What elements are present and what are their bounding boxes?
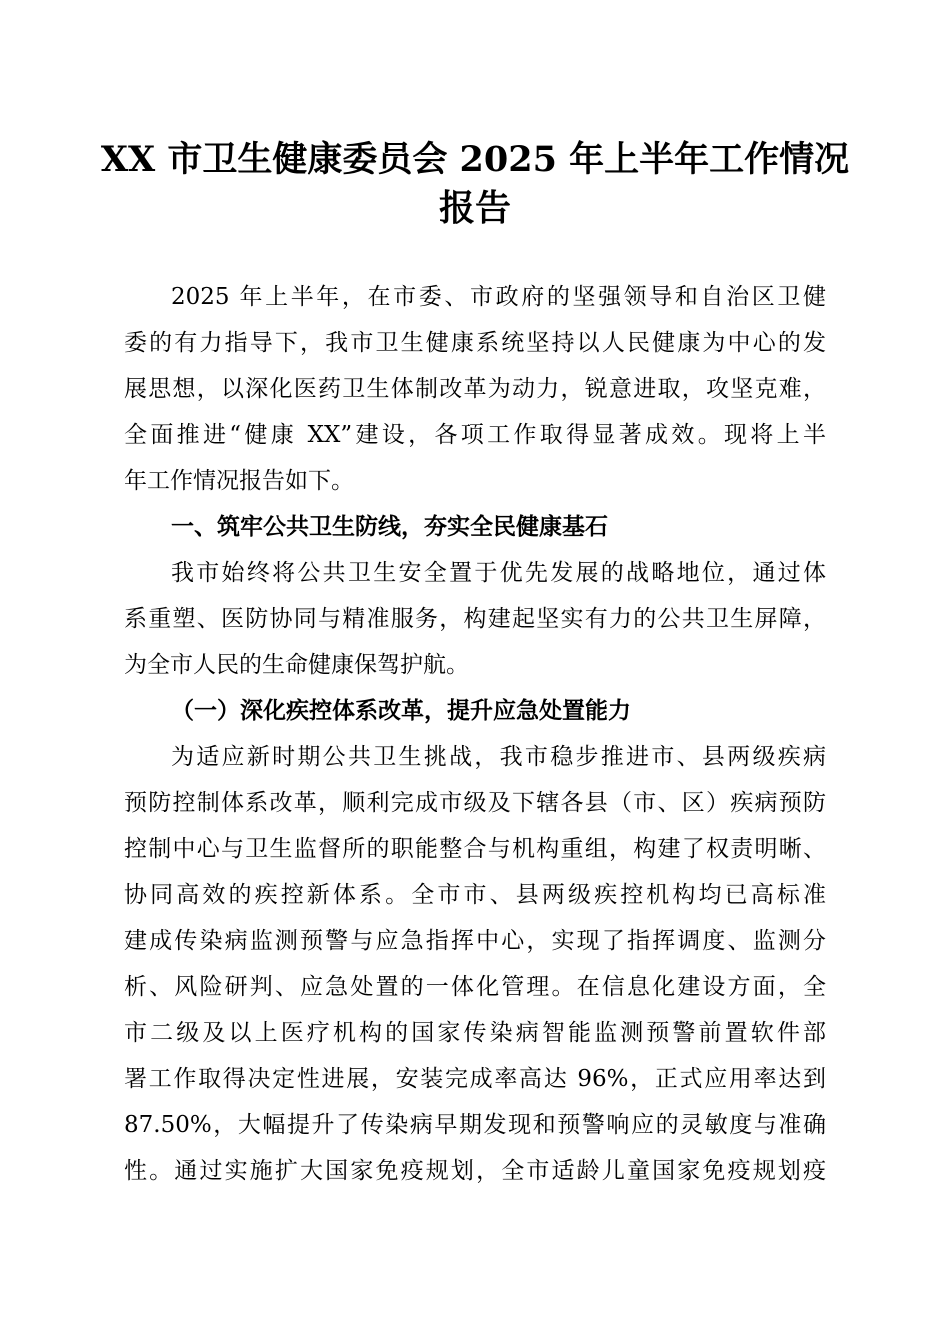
body-line: 我市始终将公共卫生安全置于优先发展的战略地位，通过体 bbox=[171, 560, 826, 586]
document-title-line-2: 报告 bbox=[438, 187, 511, 229]
body-line: 市二级及以上医疗机构的国家传染病智能监测预警前置软件部 bbox=[124, 1020, 826, 1046]
body-line: 控制中心与卫生监督所的职能整合与机构重组，构建了权责明晰、 bbox=[124, 836, 826, 862]
document-title-line-1: XX 市卫生健康委员会 2025 年上半年工作情况 bbox=[100, 139, 850, 180]
body-line: 署工作取得决定性进展，安装完成率高达 96%，正式应用率达到 bbox=[124, 1066, 826, 1092]
subsection-heading: （一）深化疾控体系改革，提升应急处置能力 bbox=[171, 697, 631, 724]
body-line: 析、风险研判、应急处置的一体化管理。在信息化建设方面，全 bbox=[124, 974, 826, 1000]
body-line: 2025 年上半年，在市委、市政府的坚强领导和自治区卫健 bbox=[171, 284, 826, 310]
body-line: 预防控制体系改革，顺利完成市级及下辖各县（市、区）疾病预防 bbox=[124, 790, 826, 816]
body-line: 协同高效的疾控新体系。全市市、县两级疾控机构均已高标准 bbox=[124, 882, 826, 908]
body-line: 展思想，以深化医药卫生体制改革为动力，锐意进取，攻坚克难， bbox=[124, 376, 826, 402]
section-heading: 一、筑牢公共卫生防线，夯实全民健康基石 bbox=[171, 514, 608, 540]
body-line: 全面推进“健康 XX”建设，各项工作取得显著成效。现将上半 bbox=[124, 422, 826, 448]
body-line: 为全市人民的生命健康保驾护航。 bbox=[124, 652, 469, 678]
body-line: 年工作情况报告如下。 bbox=[124, 468, 354, 494]
body-line: 建成传染病监测预警与应急指挥中心，实现了指挥调度、监测分 bbox=[124, 928, 826, 954]
body-line: 为适应新时期公共卫生挑战，我市稳步推进市、县两级疾病 bbox=[171, 744, 826, 770]
body-line: 系重塑、医防协同与精准服务，构建起坚实有力的公共卫生屏障， bbox=[124, 606, 826, 632]
body-line: 委的有力指导下，我市卫生健康系统坚持以人民健康为中心的发 bbox=[124, 330, 826, 356]
body-line: 性。通过实施扩大国家免疫规划，全市适龄儿童国家免疫规划疫 bbox=[124, 1158, 826, 1184]
body-line: 87.50%，大幅提升了传染病早期发现和预警响应的灵敏度与准确 bbox=[124, 1112, 826, 1138]
